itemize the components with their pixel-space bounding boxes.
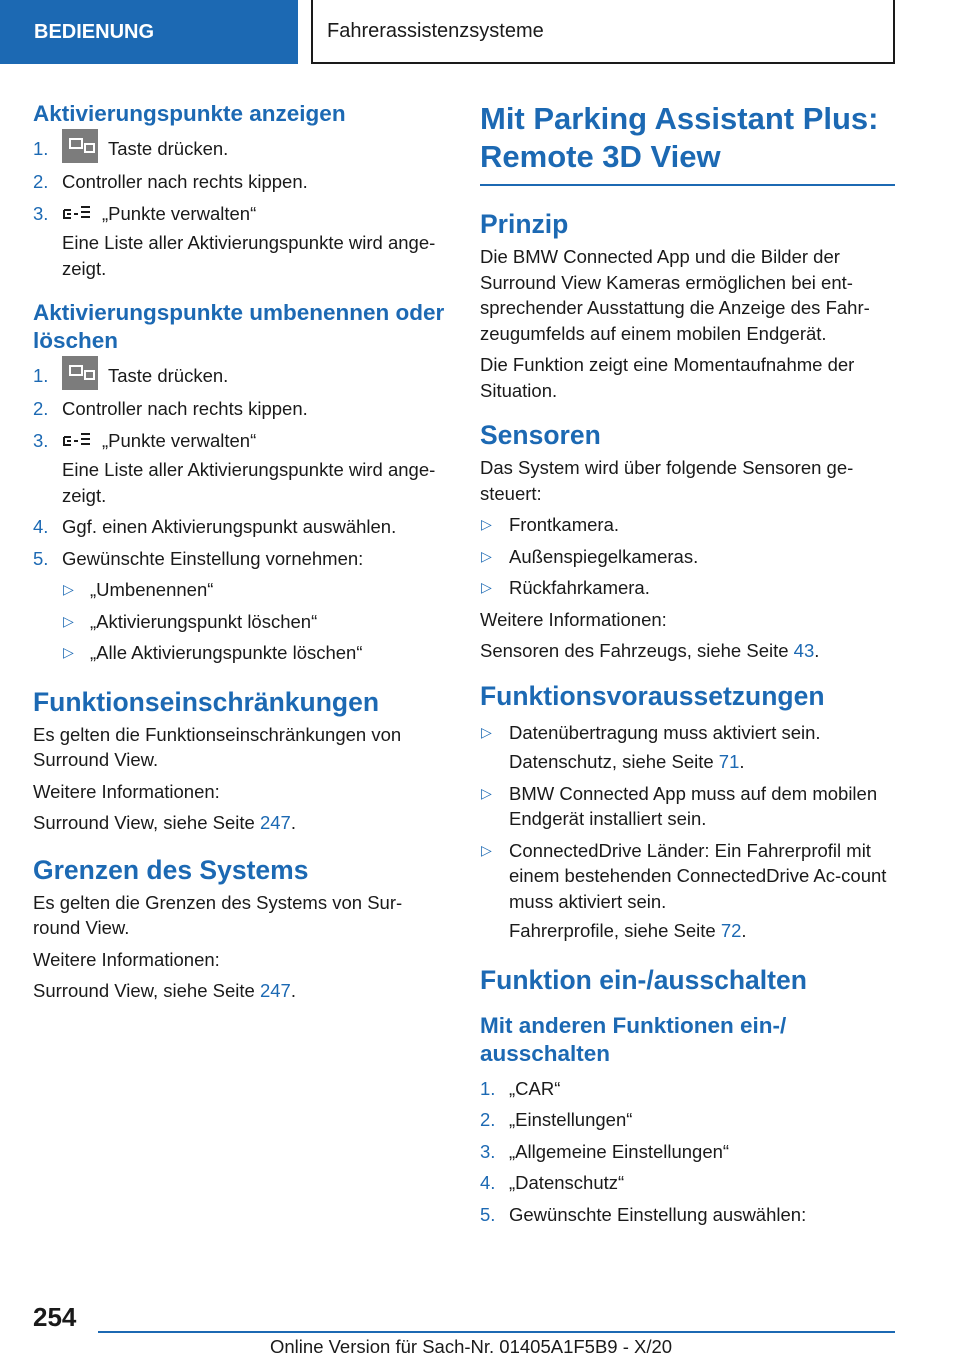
list-item [33,201,448,227]
heading-system-limits: Grenzen des Systems [33,854,309,885]
list-item [480,575,895,601]
manage-points-icon [62,203,92,223]
step-text: Controller nach rechts kippen. [62,398,308,420]
step-continuation: Eine Liste aller Aktivierungspunkte wird ange-zeigt. [62,232,436,279]
bullet-icon: ▷ [481,579,492,595]
item-text: Rückfahrkamera. [509,577,650,598]
step-text: „Punkte verwalten“ [102,202,257,224]
page-number: 254 [33,1302,77,1332]
step-text: „Punkte verwalten“ [102,429,257,451]
page-link[interactable]: 43 [793,640,815,661]
bullet-icon: ▷ [63,644,74,661]
bullet-icon: ▷ [63,612,74,629]
reference-text: Fahrerprofile, siehe Seite [509,920,721,941]
page-link[interactable]: 71 [718,751,740,772]
heading-sensors: Sensoren [480,420,601,450]
reference: Surround View, siehe Seite 247. [33,980,296,1002]
manage-points-icon [62,430,92,450]
step-text: Taste drücken. [108,365,229,387]
step-number: 1. [33,138,49,159]
step-number: 1. [33,365,49,387]
paragraph: Die BMW Connected App und die Bilder der Surround View Kameras ermöglichen bei ent-sprechender Ausstattung die Anzeige des Fahr-zeugumfelds auf einem mobilen Endgerät. [480,246,870,344]
heading-limits: Funktionseinschränkungen [33,686,380,717]
paragraph: Das System wird über folgende Sensoren ge-steuert: [480,457,854,504]
reference: Surround View, siehe Seite 247. [33,812,296,834]
reference-text: Sensoren des Fahrzeugs, siehe Seite [480,640,794,661]
header-chapter: Fahrerassistenzsysteme [311,0,895,64]
item-text: BMW Connected App muss auf dem mobilen Endgerät installiert sein. [509,782,878,829]
step-number: 5. [480,1203,496,1225]
paragraph: Die Funktion zeigt eine Momentaufnahme der Situation. [480,354,855,401]
step-text: „Allgemeine Einstellungen“ [509,1140,730,1162]
list-item [480,720,895,746]
heading-requirements: Funktionsvoraussetzungen [480,680,825,711]
step-number: 2. [33,398,49,420]
bullet-icon: ▷ [481,547,492,564]
step-text: Gewünschte Einstellung auswählen: [509,1203,807,1225]
heading-on-off: Funktion ein-/ausschalten [480,964,807,995]
bullet-icon: ▷ [481,516,492,532]
header-section: BEDIENUNG [0,0,298,64]
paragraph: Weitere Informationen: [480,608,667,630]
list-item [33,169,448,195]
list-item [33,428,448,454]
heading-show-points: Aktivierungspunkte anzeigen [33,101,346,126]
step-number: 5. [33,547,49,569]
reference-text: Surround View, siehe Seite [33,980,260,1002]
item-reference: Fahrerprofile, siehe Seite 72. [509,920,747,941]
step-number: 3. [480,1140,496,1162]
list-item [33,136,448,163]
list-item [33,396,448,422]
step-text: Taste drücken. [108,138,229,159]
step-number: 2. [33,171,49,193]
step-text: „CAR“ [509,1077,561,1099]
list-item [480,1139,895,1165]
list-item [62,577,448,603]
step-text: Gewünschte Einstellung vornehmen: [62,547,364,569]
step-number: 4. [480,1172,496,1193]
list-item [480,1170,895,1196]
bullet-icon: ▷ [481,841,492,858]
step-number: 3. [33,429,49,451]
step-number: 2. [480,1109,496,1130]
left-column [33,100,448,1004]
step-number: 4. [33,516,49,538]
list-item [480,781,895,832]
camera-menu-button-icon [62,129,98,163]
step-continuation: Eine Liste aller Aktivierungspunkte wird ange-zeigt. [62,459,436,506]
reference-text: Datenschutz, siehe Seite [509,751,719,772]
item-text: Datenübertragung muss aktiviert sein. [509,721,821,743]
sub-list [33,577,448,666]
camera-menu-button-icon [62,356,98,390]
footer-rule [98,1331,895,1333]
heading-principle: Prinzip [480,209,569,239]
list-item [62,640,448,666]
item-text: Frontkamera. [509,514,620,535]
list-item [33,546,448,572]
reference-text: Surround View, siehe Seite [33,812,260,834]
bullet-icon: ▷ [63,581,74,598]
step-text: „Einstellungen“ [509,1109,633,1130]
list-item [480,838,895,915]
step-text: „Datenschutz“ [509,1172,625,1193]
page-link[interactable]: 247 [259,980,291,1002]
list-item [62,609,448,635]
heading-with-other-functions: Mit anderen Funktionen ein-/ ausschalten [480,1012,787,1066]
paragraph: Weitere Informationen: [33,780,220,802]
option-text: „Aktivierungspunkt löschen“ [90,610,318,632]
step-text: Controller nach rechts kippen. [62,171,308,193]
option-text: „Umbenennen“ [90,579,214,601]
step-number: 3. [33,202,49,224]
list-item [480,512,895,538]
heading-rename-points: Aktivierungspunkte umbenennen oder löschen [33,300,445,354]
item-reference: Datenschutz, siehe Seite 71. [509,751,745,772]
footer-version: Online Version für Sach-Nr. 01405A1F5B9 - X/20 [270,1336,673,1357]
option-text: „Alle Aktivierungspunkte löschen“ [90,642,363,664]
page-link[interactable]: 72 [720,920,742,941]
list-item [480,1202,895,1228]
bullet-icon: ▷ [481,723,492,740]
right-column [480,100,895,1233]
paragraph: Es gelten die Grenzen des Systems von Sur-round View. [33,891,403,939]
list-item [33,514,448,540]
item-text: ConnectedDrive Länder: Ein Fahrerprofil mit einem bestehenden ConnectedDrive Ac-count muss aktiviert sein. [509,839,887,912]
page-title: Mit Parking Assistant Plus: Remote 3D View [480,101,879,174]
list-item [33,363,448,390]
list-item [480,1107,895,1133]
paragraph: Weitere Informationen: [33,948,220,970]
step-text: Ggf. einen Aktivierungspunkt auswählen. [62,516,397,538]
list-item [480,544,895,570]
page-link[interactable]: 247 [259,812,291,834]
reference: Sensoren des Fahrzeugs, siehe Seite 43. [480,640,820,661]
paragraph: Es gelten die Funktionseinschränkungen von Surround View. [33,723,402,771]
item-text: Außenspiegelkameras. [509,545,699,567]
list-item [480,1076,895,1102]
bullet-icon: ▷ [481,784,492,801]
step-number: 1. [480,1077,496,1099]
